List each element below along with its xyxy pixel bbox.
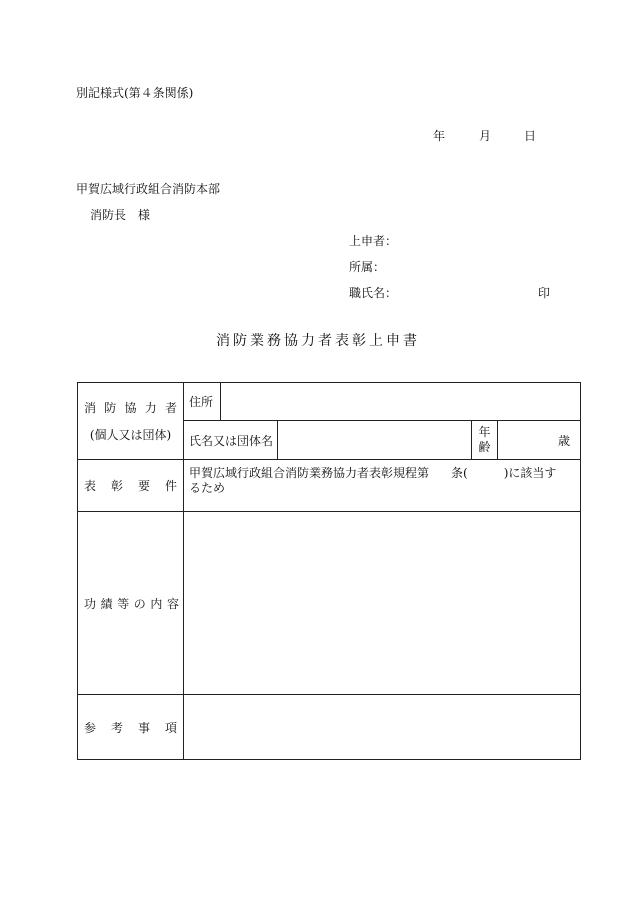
award-requirement-text-line2: るため xyxy=(189,481,226,495)
affiliation-label: 所属： xyxy=(349,260,386,274)
address-field[interactable] xyxy=(221,383,581,421)
reference-label-cell xyxy=(78,695,184,760)
application-form-table xyxy=(77,382,581,760)
reference-label: 参 考 事 項 xyxy=(84,720,177,735)
achievement-label: 功 績 等 の 内 容 xyxy=(84,596,179,611)
date-month-label: 月 xyxy=(479,129,492,143)
recipient-title: 消防長 様 xyxy=(90,208,151,222)
award-requirement-label-cell xyxy=(78,460,184,512)
name-field[interactable] xyxy=(278,421,472,460)
award-requirement-text-line1: 甲賀広域行政組合消防業務協力者表彰規程第 条( )に該当す xyxy=(189,466,557,480)
name-label: 氏名又は団体名 xyxy=(184,421,278,460)
date-day-label: 日 xyxy=(524,129,537,143)
seal-mark: 印 xyxy=(538,286,551,300)
award-requirement-label: 表 彰 要 件 xyxy=(84,479,177,493)
recipient-organization: 甲賀広域行政組合消防本部 xyxy=(76,182,221,196)
address-label: 住所 xyxy=(184,383,221,421)
age-field[interactable] xyxy=(498,421,581,460)
achievement-field[interactable] xyxy=(184,512,581,695)
cooperator-label: 消 防 協 力 者 xyxy=(84,401,177,415)
cooperator-sub-label: (個人又は団体) xyxy=(89,428,172,442)
date-year-label: 年 xyxy=(433,129,446,143)
age-label: 年 齢 xyxy=(472,421,498,460)
age-unit: 歳 xyxy=(557,433,570,448)
applicant-label: 上申者： xyxy=(349,234,398,248)
award-requirement-cell[interactable] xyxy=(184,460,581,512)
cooperator-label-cell xyxy=(78,383,184,460)
achievement-label-cell xyxy=(78,512,184,695)
position-name-label: 職氏名： xyxy=(349,286,398,300)
form-reference: 別記様式(第４条関係) xyxy=(76,86,194,100)
reference-field[interactable] xyxy=(184,695,581,760)
document-title: 消防業務協力者表彰上申書 xyxy=(216,333,420,349)
